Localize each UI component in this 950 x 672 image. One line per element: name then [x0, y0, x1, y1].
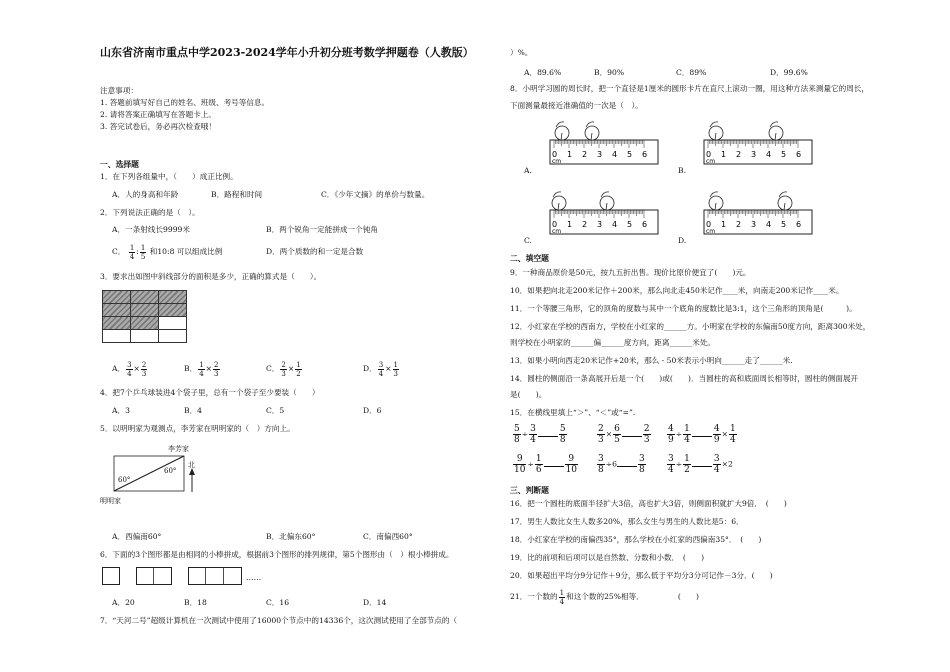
q6-option-d[interactable]: D．14 [363, 598, 387, 607]
ruler-tick-label: 2 [736, 220, 742, 229]
question-3-stem: 3．要求出如图中斜线部分的面积是多少，正确的算式是（ ）。 [100, 272, 322, 281]
compare-4: $\frac{9}{10}$ ÷ $\frac{1}{6}$ $\frac{9}{10}$ [514, 454, 578, 475]
question-11: 11．一个等腰三角形，它的顶角的度数与其中一个底角的度数比是3:1，这个三角形的顶角是( )。 [510, 304, 857, 313]
q8-option-b[interactable]: B. [678, 166, 686, 175]
ruler-tick-label: 5 [627, 220, 633, 229]
q3-option-d-label: D． [363, 364, 377, 373]
ruler-tick-label: 3 [597, 220, 603, 229]
question-4-stem: 4．把7个乒乓球装进4个袋子里，总有一个袋子至少要装（ ） [100, 388, 320, 397]
fraction-1-4: $\frac{1}{4}$ [129, 243, 135, 261]
lifang-home-label: 李芳家 [168, 445, 189, 453]
question-12-line2: 则学校在小明家的______偏______度方向，距离______米处。 [510, 338, 716, 347]
question-14-line2: 是( )。 [510, 390, 547, 399]
question-6-stem: 6．下面的3个图形都是由相同的小棒拼成，根据前3个图形的排列规律，第5个图形由（ ）根小棒拼成。 [100, 550, 454, 559]
compare-5: $\frac{3}{8}$ ÷6 $\frac{3}{8}$ [598, 454, 645, 475]
question-21: 21．一个数的 $\frac{1}{4}$ 和这个数的25%相等． ( ) [510, 588, 700, 606]
q8-option-c[interactable]: C. [524, 236, 532, 245]
mingming-home-label: 明明家 [100, 497, 121, 505]
q8-option-a[interactable]: A. [524, 166, 532, 175]
q2-option-c-text: 和10:8 可以组成比例 [149, 247, 223, 256]
q3-option-a[interactable]: A． $\frac{3}{4}$ × $\frac{2}{3}$ [112, 360, 147, 378]
q3-option-b-label: B． [184, 364, 198, 373]
q3-option-c[interactable]: C． $\frac{2}{3}$ × $\frac{1}{2}$ [266, 360, 301, 378]
q5-option-c[interactable]: C．南偏西60° [363, 532, 413, 541]
q6-option-a[interactable]: A．20 [112, 598, 135, 607]
question-10: 10．如果把向北走200米记作＋200米，那么向北走450米记作____米，向南走200米记作____米。 [510, 286, 844, 295]
question-17: 17．男生人数比女生人数多20%，那么女生与男生的人数比是5：6． [510, 517, 744, 526]
q2-option-d[interactable]: D．两个质数的和一定是合数 [266, 247, 364, 256]
compare-6: $\frac{3}{4}$ ÷ $\frac{1}{2}$ $\frac{3}{4}$ ×2 [668, 454, 733, 475]
q3-option-b[interactable]: B． $\frac{1}{4}$ × $\frac{2}{3}$ [184, 360, 219, 378]
q5-option-b[interactable]: B．北偏东60° [266, 532, 316, 541]
q3-option-d[interactable]: D． $\frac{3}{4}$ × $\frac{1}{3}$ [363, 360, 398, 378]
q2-option-b[interactable]: B．两个锐角一定能拼成一个钝角 [266, 225, 378, 234]
q7-option-d[interactable]: D．99.6% [770, 68, 808, 77]
ruler-option-d [698, 190, 818, 240]
stick-figure-3 [188, 567, 242, 585]
stick-figure-1 [102, 567, 120, 585]
ruler-tick-label: 5 [781, 220, 787, 229]
question-8-stem-line1: 8．小明学习圆的周长时，把一个直径是1厘米的圆形卡片在直尺上滚动一圈，用这种方法来测量它的周长， [510, 84, 869, 93]
ruler-tick-label: 0 [706, 220, 712, 229]
ruler-tick-label: 4 [766, 150, 772, 159]
q8-option-d[interactable]: D. [678, 236, 687, 245]
ruler-tick-label: 5 [627, 150, 633, 159]
ruler-tick-label: 0 [706, 150, 712, 159]
ruler-tick-label: 1 [721, 150, 727, 159]
ruler-unit-label: cm [706, 228, 716, 235]
question-15: 15．在横线里填上“＞”、“＜”或“=”. [510, 408, 636, 417]
ruler-tick-label: 0 [552, 220, 558, 229]
q7-option-a[interactable]: A．89.6% [524, 68, 562, 77]
question-2-stem: 2．下列说法正确的是（ ）。 [100, 208, 200, 217]
question-9: 9．一种商品原价是50元，按九五折出售。现价比原价便宜了( )元。 [510, 268, 751, 277]
ruler-tick-label: 4 [612, 220, 618, 229]
ruler-tick-label: 3 [597, 150, 603, 159]
q4-option-a[interactable]: A．3 [112, 406, 130, 415]
ruler-tick-label: 0 [552, 150, 558, 159]
question-8-stem-line2: 下面测量最接近准确值的一次是（ ）。 [510, 101, 643, 110]
question-20: 20．如果超出平均分9分记作＋9分，那么低于平均分3分可记作－3分．( ) [510, 571, 773, 580]
north-label: 北 [188, 461, 195, 469]
ruler-unit-label: cm [552, 158, 562, 165]
compare-3: $\frac{4}{9}$ ÷ $\frac{1}{4}$ $\frac{4}{9}$ × $\frac{1}{4}$ [668, 424, 736, 445]
q5-option-a[interactable]: A．西偏南60° [112, 532, 162, 541]
q2-option-a[interactable]: A．一条射线长9999米 [112, 225, 190, 234]
section-heading-fill: 二、填空题 [510, 254, 549, 263]
q4-option-b[interactable]: B．4 [184, 406, 203, 415]
question-19: 19．比的前项和后项可以是自然数、分数和小数． ( ) [510, 553, 705, 562]
q2-option-c-label: C． [112, 247, 126, 256]
q3-option-c-label: C． [266, 364, 280, 373]
exam-title: 山东省济南市重点中学2023-2024学年小升初分班考数学押题卷（人教版） [100, 46, 474, 59]
q1-option-a[interactable]: A．人的身高和年龄 [112, 190, 179, 199]
ruler-tick-label: 2 [582, 150, 588, 159]
fraction-1-5: $\frac{1}{5}$ [140, 243, 146, 261]
angle-label-bottom: 60° [118, 476, 131, 484]
ruler-tick-label: 1 [721, 220, 727, 229]
q4-option-c[interactable]: C．5 [266, 406, 285, 415]
q3-option-a-label: A． [112, 364, 126, 373]
notice-item: 3. 答完试卷后，务必再次检查哦！ [100, 122, 216, 131]
ruler-tick-label: 2 [582, 220, 588, 229]
question-21-lead: 21．一个数的 [510, 592, 558, 601]
notice-heading: 注意事项： [100, 86, 138, 95]
ruler-tick-label: 6 [642, 220, 648, 229]
angle-label-top: 60° [164, 467, 177, 475]
ruler-tick-label: 1 [567, 150, 573, 159]
question-12-line1: 12．小红家在学校的西南方，学校在小红家的______方。小明家在学校的东偏南50度方向，距离300米处， [510, 322, 871, 331]
q7-option-c[interactable]: C．89% [676, 68, 707, 77]
q6-option-c[interactable]: C．16 [266, 598, 290, 607]
q1-option-b[interactable]: B．路程和时间 [211, 190, 263, 199]
question-13: 13．如果小明向西走20米记作+20米，那么 - 50米表示小明向______走了______米. [510, 356, 793, 365]
ruler-tick-label: 6 [642, 150, 648, 159]
ruler-tick-label: 6 [796, 220, 802, 229]
ruler-tick-label: 3 [751, 220, 757, 229]
ruler-unit-label: cm [552, 228, 562, 235]
ruler-tick-label: 3 [751, 150, 757, 159]
ruler-unit-label: cm [706, 158, 716, 165]
question-5-stem: 5．以明明家为观测点，李芳家在明明家的（ ）方向上。 [100, 424, 295, 433]
ruler-option-a [544, 120, 664, 170]
q1-option-c[interactable]: C．《少年文摘》的单价与数量。 [321, 190, 430, 199]
section-heading-choice: 一、选择题 [100, 160, 139, 169]
question-18: 18．小红家在学校的南偏西35°，那么学校在小红家的西偏南35°． ( ) [510, 535, 762, 544]
q4-option-d[interactable]: D．6 [363, 406, 382, 415]
compare-1: $\frac{5}{8}$ ÷ $\frac{3}{4}$ $\frac{5}{8}$ [514, 424, 566, 445]
question-7-stem: 7．“天河二号”超级计算机在一次测试中使用了16000个节点中的14336个，这次测试使用了全部节点的（ [100, 616, 458, 625]
ruler-tick-label: 5 [781, 150, 787, 159]
ellipsis: …… [246, 573, 262, 582]
notice-item: 1. 答题前填写好自己的姓名、班级、考号等信息。 [100, 98, 270, 107]
question-1-stem: 1．在下列各组量中，（ ）成正比例。 [100, 172, 238, 181]
shaded-grid-figure [102, 290, 187, 343]
question-21-tail: 和这个数的25%相等． ( ) [566, 592, 700, 601]
q6-option-b[interactable]: B．18 [184, 598, 207, 607]
question-14-line1: 14．圆柱的侧面沿一条高展开后是一个( )或( )．当圆柱的高和底面周长相等时，圆柱的侧面展开 [510, 374, 859, 383]
notice-item: 2. 请将答案正确填写在答题卡上。 [100, 110, 216, 119]
ruler-tick-label: 6 [796, 150, 802, 159]
q7-option-b[interactable]: B．90% [594, 68, 625, 77]
q2-option-c[interactable]: C． $\frac{1}{4}$ : $\frac{1}{5}$ 和10:8 可以组成比例 [112, 243, 223, 261]
stick-figure-2 [136, 567, 172, 585]
question-16: 16．把一个圆柱的底面半径扩大3倍，高也扩大3倍，则侧面积就扩大9倍． ( ) [510, 499, 787, 508]
ruler-tick-label: 4 [766, 220, 772, 229]
ruler-option-c [544, 190, 664, 240]
ruler-tick-label: 2 [736, 150, 742, 159]
compare-2: $\frac{2}{3}$ × $\frac{6}{5}$ $\frac{2}{3}$ [598, 424, 650, 445]
ruler-tick-label: 1 [567, 220, 573, 229]
question-7-tail: ）%。 [510, 48, 533, 57]
ruler-tick-label: 4 [612, 150, 618, 159]
ruler-option-b [698, 120, 818, 170]
section-heading-judge: 三、判断题 [510, 486, 549, 495]
